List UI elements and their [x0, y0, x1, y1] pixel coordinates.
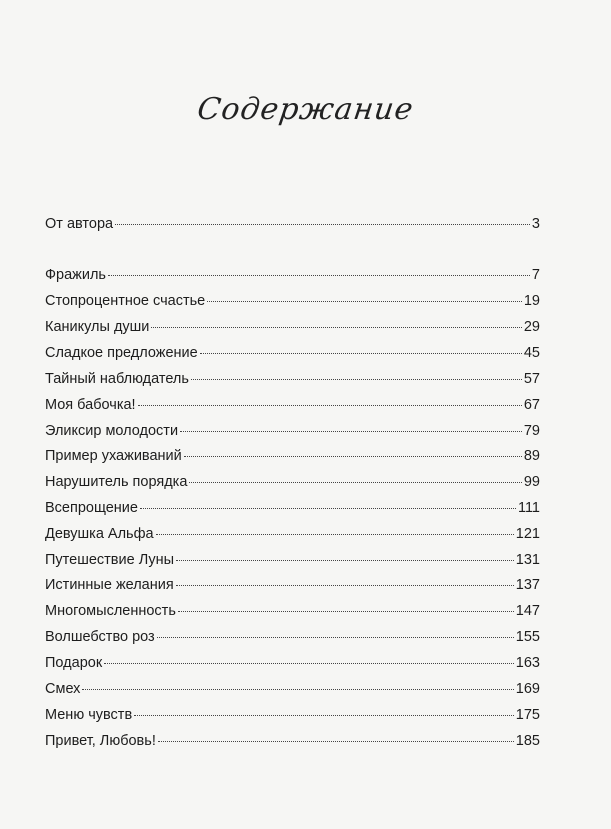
toc-entry — [45, 680, 540, 698]
toc-entry-page: 137 — [515, 577, 540, 593]
toc-leader-dots — [151, 327, 521, 328]
toc-entry-title: Многомысленность — [45, 603, 176, 619]
toc-entry — [45, 447, 540, 465]
toc-entry — [45, 551, 540, 569]
toc-entry — [45, 602, 540, 620]
toc-entry-title: Смех — [45, 681, 81, 697]
toc-entry — [45, 525, 540, 543]
toc-entry-page: 131 — [515, 552, 540, 568]
toc-entry-title: Фражиль — [45, 267, 106, 283]
toc-entry-title: Стопроцентное счастье — [45, 293, 206, 309]
toc-leader-dots — [104, 663, 514, 664]
toc-leader-dots — [200, 353, 522, 354]
toc-entry — [45, 732, 540, 750]
toc-entry-page: 57 — [523, 371, 540, 387]
page-title: Содержание — [195, 92, 416, 127]
toc-leader-dots — [138, 405, 522, 406]
toc-entry — [45, 215, 540, 233]
toc-entry-page: 89 — [523, 448, 540, 464]
toc-leader-dots — [189, 482, 521, 483]
toc-entry-title: Тайный наблюдатель — [45, 371, 189, 387]
toc-entry-title: Меню чувств — [45, 707, 133, 723]
toc-entry-title: От автора — [45, 216, 114, 232]
toc-entry — [45, 318, 540, 336]
toc-entry — [45, 292, 540, 310]
toc-entry-page: 163 — [515, 655, 540, 671]
toc-entry-page: 29 — [523, 319, 540, 335]
toc-entry-page: 79 — [523, 423, 540, 439]
toc-entry — [45, 628, 540, 646]
toc-leader-dots — [180, 431, 522, 432]
toc-entry-page: 3 — [531, 216, 540, 232]
toc-entry-page: 99 — [523, 474, 540, 490]
toc-entry-page: 185 — [515, 733, 540, 749]
toc-leader-dots — [191, 379, 522, 380]
toc-entry — [45, 396, 540, 414]
toc-leader-dots — [115, 224, 530, 225]
toc-entry-page: 169 — [515, 681, 540, 697]
toc-entry-page: 147 — [515, 603, 540, 619]
toc-leader-dots — [108, 275, 530, 276]
toc-entry-page: 45 — [523, 345, 540, 361]
toc-entry — [45, 266, 540, 284]
toc-leader-dots — [134, 715, 514, 716]
toc-entry-title: Путешествие Луны — [45, 552, 175, 568]
toc-entry-title: Нарушитель порядка — [45, 474, 188, 490]
toc-leader-dots — [82, 689, 513, 690]
toc-entry — [45, 370, 540, 388]
toc-entry-title: Привет, Любовь! — [45, 733, 156, 749]
toc-entry-title: Истинные желания — [45, 577, 174, 593]
toc-leader-dots — [178, 611, 514, 612]
toc-entry-title: Пример ухаживаний — [45, 448, 182, 464]
toc-entry-page: 121 — [515, 526, 540, 542]
toc-entry — [45, 706, 540, 724]
toc-entry-title: Сладкое предложение — [45, 345, 198, 361]
toc-entry — [45, 344, 540, 362]
toc-entry-title: Эликсир молодости — [45, 423, 179, 439]
toc-entry — [45, 654, 540, 672]
toc-entry-page: 67 — [523, 397, 540, 413]
toc-entry-title: Каникулы души — [45, 319, 150, 335]
toc-entry-title: Девушка Альфа — [45, 526, 154, 542]
toc-leader-dots — [157, 637, 514, 638]
toc-entry-page: 111 — [517, 500, 540, 516]
toc-leader-dots — [184, 456, 522, 457]
toc-entry-title: Подарок — [45, 655, 103, 671]
toc-entry — [45, 576, 540, 594]
toc-entry — [45, 473, 540, 491]
toc-entry — [45, 422, 540, 440]
toc-entry-page: 19 — [523, 293, 540, 309]
toc-entry-title: Всепрощение — [45, 500, 138, 516]
toc-entry-title: Моя бабочка! — [45, 397, 136, 413]
toc-entry-title: Волшебство роз — [45, 629, 155, 645]
toc-entry — [45, 499, 540, 517]
toc-leader-dots — [207, 301, 522, 302]
toc-leader-dots — [156, 534, 514, 535]
toc-leader-dots — [140, 508, 516, 509]
toc-entry-page: 175 — [515, 707, 540, 723]
toc-entry-page: 7 — [531, 267, 540, 283]
toc-leader-dots — [158, 741, 514, 742]
toc-leader-dots — [176, 585, 514, 586]
toc-leader-dots — [176, 560, 514, 561]
toc-entry-page: 155 — [515, 629, 540, 645]
